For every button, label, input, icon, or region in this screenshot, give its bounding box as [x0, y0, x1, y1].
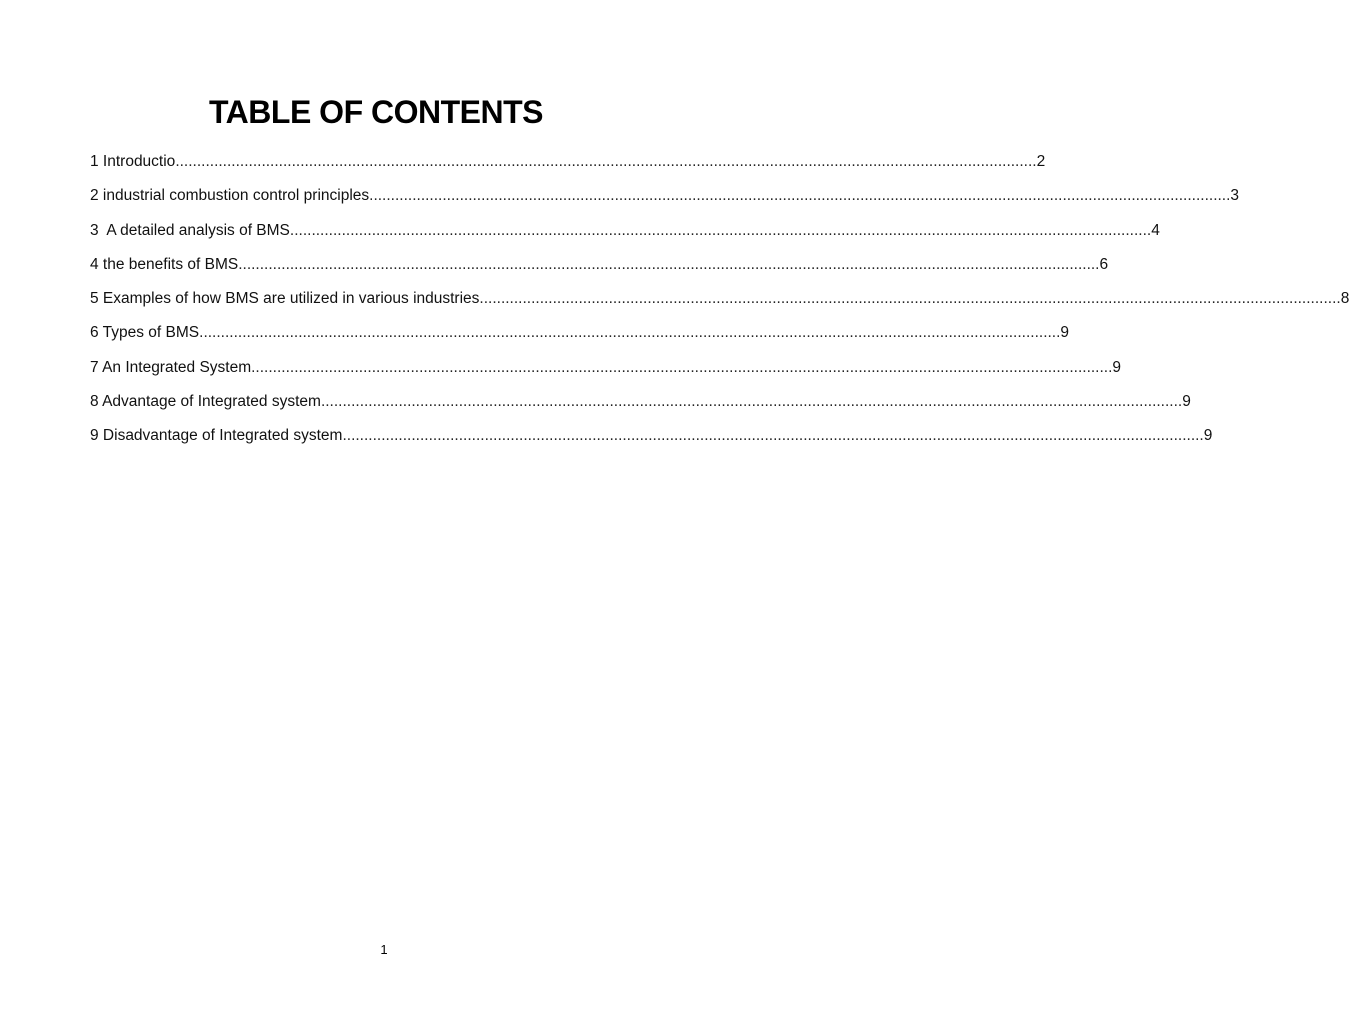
toc-entry [90, 321, 1070, 355]
toc-entry [90, 424, 1213, 458]
toc-entry-page: 6 [1099, 255, 1109, 273]
toc-entry-page: 8 [1340, 290, 1349, 308]
toc-entry [90, 390, 1191, 424]
dot-leader: ........................................................................................................................................................................................................ [199, 324, 1061, 342]
toc-entry-page: 9 [1060, 324, 1070, 342]
toc-list [90, 150, 1349, 459]
toc-entry-page: 2 [1036, 153, 1046, 170]
toc-entry-page: 3 [1230, 187, 1240, 205]
dot-leader: ........................................................................................................................................................................................................ [289, 221, 1152, 239]
toc-entry-page: 9 [1182, 393, 1191, 411]
dot-leader: ........................................................................................................................................................................................................ [320, 393, 1183, 411]
dot-leader: ........................................................................................................................................................................................................ [175, 153, 1037, 170]
toc-entry-page: 4 [1151, 221, 1160, 239]
toc-entry-label: 9 Disadvantage of Integrated system [90, 427, 343, 445]
dot-leader: ........................................................................................................................................................................................................ [479, 290, 1341, 308]
toc-entry-label: 5 Examples of how BMS are utilized in various industries [90, 290, 480, 308]
toc-entry-label: 4 the benefits of BMS [90, 255, 239, 273]
toc-entry [90, 287, 1349, 321]
dot-leader: ........................................................................................................................................................................................................ [238, 255, 1100, 273]
toc-entry [90, 150, 1046, 184]
toc-entry-label: 3 A detailed analysis of BMS [90, 221, 290, 239]
toc-entry-label: 7 An Integrated System [90, 358, 252, 376]
toc-entry-label: 2 industrial combustion control principles [90, 187, 370, 205]
toc-entry-label: 6 Types of BMS [90, 324, 200, 342]
dot-leader: ........................................................................................................................................................................................................ [342, 427, 1204, 445]
dot-leader: ........................................................................................................................................................................................................ [251, 358, 1113, 376]
toc-entry [90, 219, 1160, 253]
toc-entry [90, 356, 1122, 390]
dot-leader: ........................................................................................................................................................................................................ [369, 187, 1231, 205]
page-number: 1 [380, 942, 388, 957]
toc-title: TABLE OF CONTENTS [209, 94, 543, 130]
toc-entry [90, 253, 1109, 287]
toc-entry-page: 9 [1112, 358, 1122, 376]
toc-entry-label: 8 Advantage of Integrated system [90, 393, 321, 411]
toc-entry-page: 9 [1203, 427, 1213, 445]
toc-entry [90, 184, 1240, 218]
toc-entry-label: 1 Introductio [90, 153, 176, 170]
